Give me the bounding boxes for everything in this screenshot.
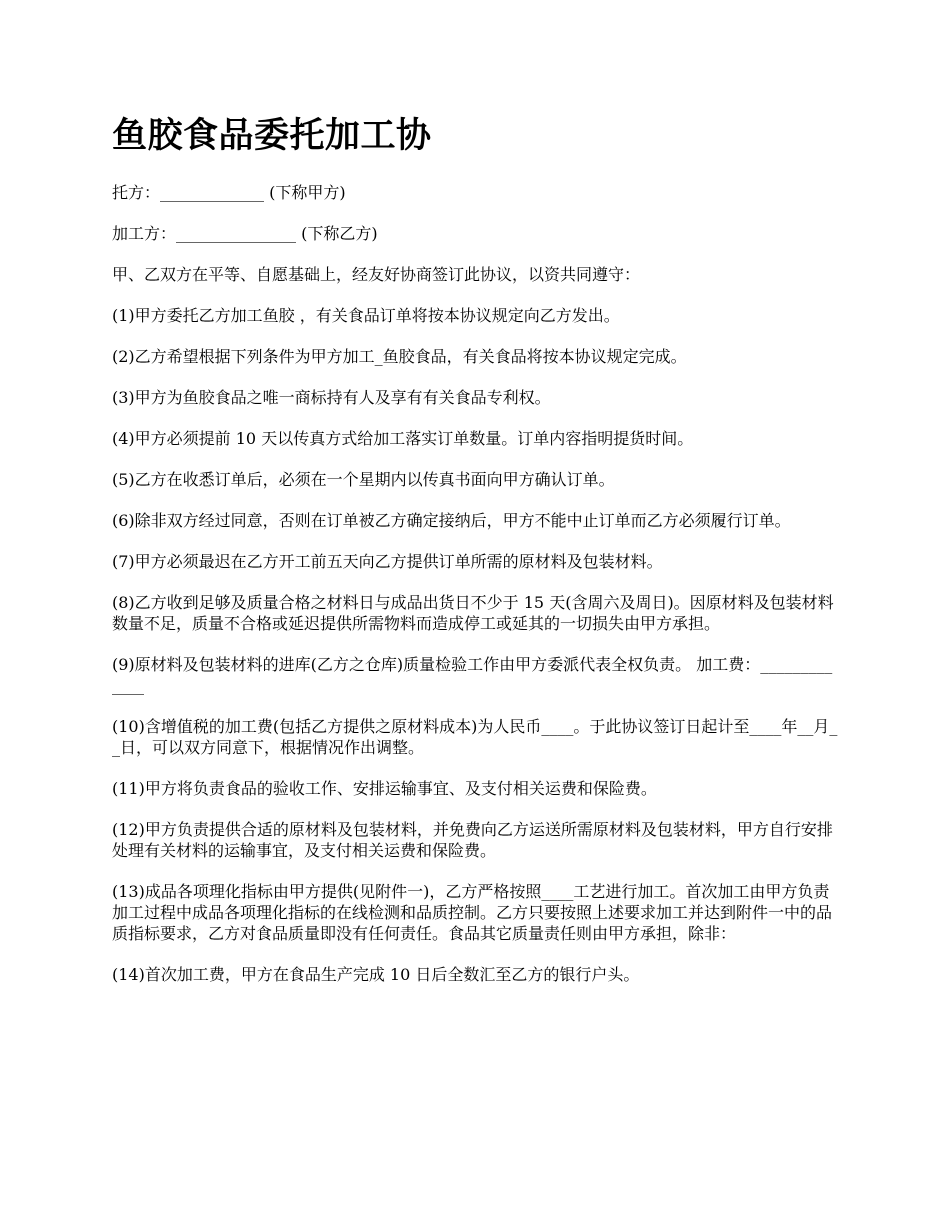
clause-6: (6)除非双方经过同意，否则在订单被乙方确定接纳后，甲方不能中止订单而乙方必须履行订单。: [112, 511, 791, 530]
clause-14: (14)首次加工费，甲方在食品生产完成 10 日后全数汇至乙方的银行户头。: [112, 965, 640, 984]
party-b-line: 加工方：_______________ (下称乙方): [112, 224, 378, 243]
party-a-line: 托方：_____________ (下称甲方): [112, 183, 346, 202]
clause-11: (11)甲方将负责食品的验收工作、安排运输事宜、及支付相关运费和保险费。: [112, 779, 657, 798]
clause-7: (7)甲方必须最迟在乙方开工前五天向乙方提供订单所需的原材料及包装材料。: [112, 552, 663, 571]
document-title: 鱼胶食品委托加工协: [112, 116, 432, 156]
clause-13: (13)成品各项理化指标由甲方提供(见附件一)，乙方严格按照____工艺进行加工。首次加工由甲方负责加工过程中成品各项理化指标的在线检测和品质控制。乙方只要按照上述要求加工并达到附件一中的品质指标要求，乙方对食品质量即没有任何责任。食品其它质量责任则由甲方承担，除非：: [112, 882, 833, 943]
clause-9: (9)原材料及包装材料的进库(乙方之仓库)质量检验工作由甲方委派代表全权负责。 加工费：_____________: [112, 655, 833, 695]
document-page: [112, 112, 840, 1005]
preamble-paragraph: 甲、乙双方在平等、自愿基础上，经友好协商签订此协议，以资共同遵守：: [112, 265, 641, 284]
clause-5: (5)乙方在收悉订单后，必须在一个星期内以传真书面向甲方确认订单。: [112, 470, 615, 489]
clause-4: (4)甲方必须提前 10 天以传真方式给加工落实订单数量。订单内容指明提货时间。: [112, 429, 694, 448]
clause-10: (10)含增值税的加工费(包括乙方提供之原材料成本)为人民币____。于此协议签订日起计至____年__月__日，可以双方同意下，根据情况作出调整。: [112, 717, 838, 757]
clause-2: (2)乙方希望根据下列条件为甲方加工_鱼胶食品，有关食品将按本协议规定完成。: [112, 347, 687, 366]
clause-8: (8)乙方收到足够及质量合格之材料日与成品出货日不少于 15 天(含周六及周日)。因原材料及包装材料数量不足，质量不合格或延迟提供所需物料而造成停工或延其的一切损失由甲方承担。: [112, 593, 834, 633]
clause-3: (3)甲方为鱼胶食品之唯一商标持有人及享有有关食品专利权。: [112, 388, 551, 407]
clause-1: (1)甲方委托乙方加工鱼胶 ，有关食品订单将按本协议规定向乙方发出。: [112, 306, 620, 325]
clause-12: (12)甲方负责提供合适的原材料及包装材料，并免费向乙方运送所需原材料及包装材料，甲方自行安排处理有关材料的运输事宜，及支付相关运费和保险费。: [112, 820, 833, 860]
